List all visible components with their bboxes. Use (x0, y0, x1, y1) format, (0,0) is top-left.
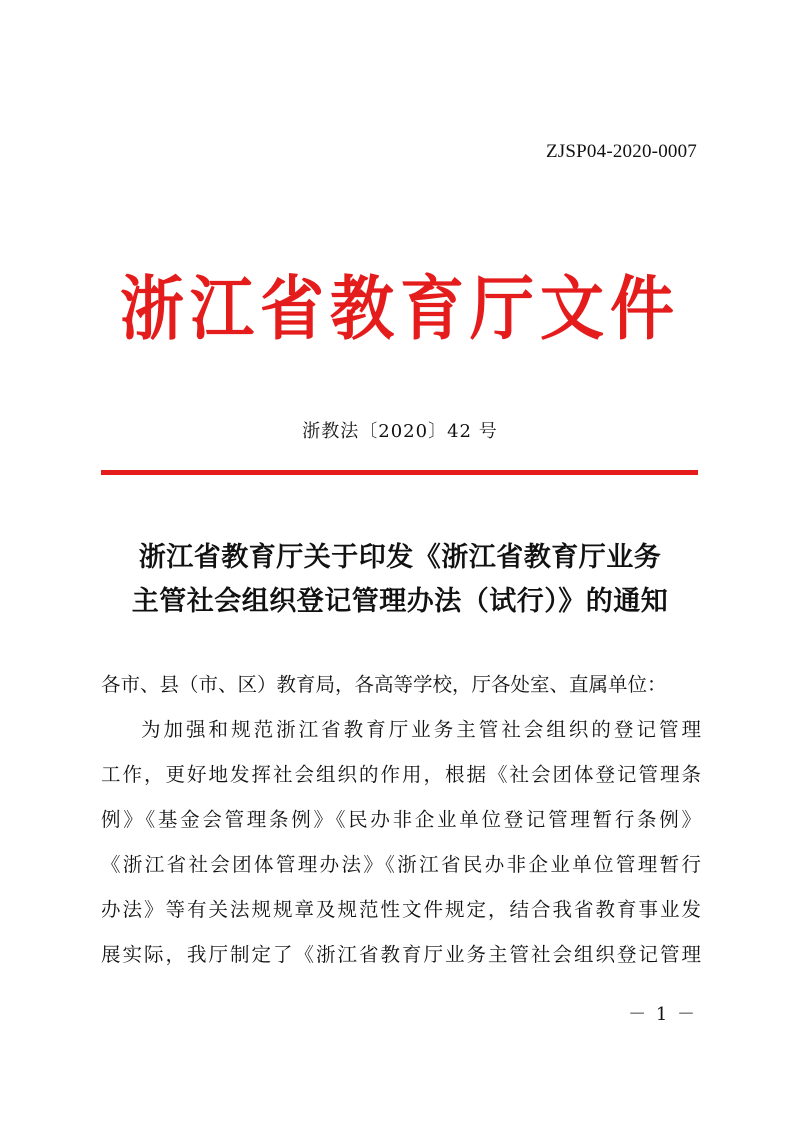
document-code: ZJSP04-2020-0007 (546, 141, 697, 162)
page-number: － 1 － (628, 1004, 697, 1025)
body-line: 办法》等有关法规规章及规范性文件规定，结合我省教育事业发 (101, 898, 701, 921)
red-divider-line (101, 470, 698, 475)
body-line: 《浙江省社会团体管理办法》《浙江省民办非企业单位管理暂行 (101, 853, 701, 876)
masthead-title: 浙江省教育厅文件 (120, 270, 680, 350)
body-line: 例》《基金会管理条例》《民办非企业单位登记管理暂行条例》 (101, 808, 701, 831)
body-line: 为加强和规范浙江省教育厅业务主管社会组织的登记管理 (141, 718, 701, 741)
body-line: 展实际，我厅制定了《浙江省教育厅业务主管社会组织登记管理 (101, 943, 701, 966)
notice-title-line-1: 浙江省教育厅关于印发《浙江省教育厅业务 (138, 542, 662, 573)
document-number: 浙教法〔2020〕42 号 (302, 421, 498, 442)
notice-title-line-2: 主管社会组织登记管理办法（试行）》的通知 (131, 586, 669, 617)
notice-body (101, 662, 701, 977)
notice-title (0, 536, 800, 624)
body-line: 工作，更好地发挥社会组织的作用，根据《社会团体登记管理条 (101, 763, 701, 786)
salutation: 各市、县（市、区）教育局，各高等学校，厅各处室、直属单位： (101, 673, 667, 696)
